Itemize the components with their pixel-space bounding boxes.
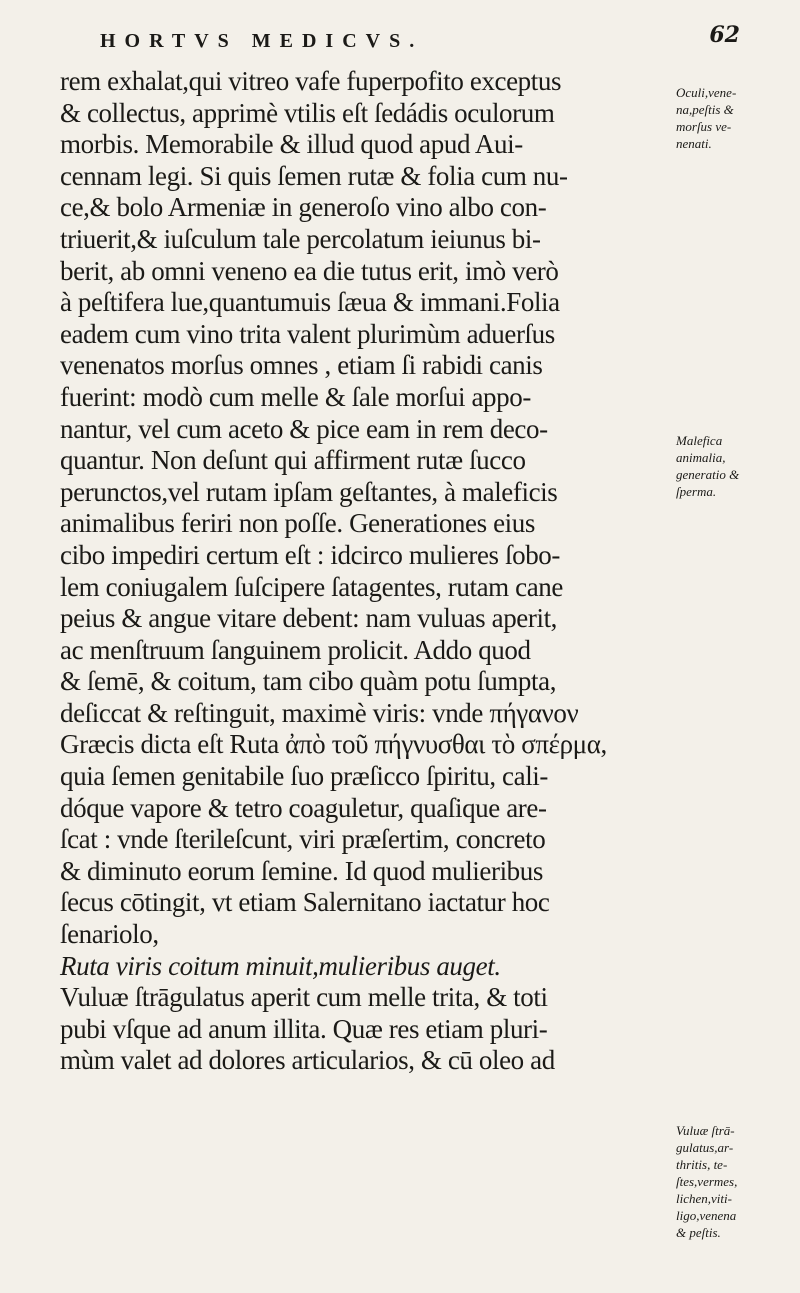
text-line: animalibus feriri non poſſe. Generationes eius (60, 508, 535, 539)
margin-note-line: & peſtis. (676, 1225, 721, 1240)
text-line: pubi vſque ad anum illita. Quæ res etiam pluri- (60, 1013, 548, 1044)
page-header (100, 20, 740, 60)
text-line: deſiccat & reſtinguit, maximè viris: vnde πήγανον (60, 697, 579, 728)
text-line: berit, ab omni veneno ea die tutus erit, imò verò (60, 255, 559, 286)
text-line: perunctos,vel rutam ipſam geſtantes, à maleficis (60, 476, 558, 507)
margin-note-line: gulatus,ar- (676, 1140, 734, 1155)
margin-note-line: ſtes,vermes, (676, 1174, 738, 1189)
text-line: Græcis dicta eſt Ruta ἀπὸ τοῦ πήγνυσθαι τὸ σπέρμα, (60, 729, 607, 760)
margin-note-line: morſus ve- (676, 119, 732, 134)
margin-note-line: generatio & (676, 467, 740, 482)
margin-note-line: animalia, (676, 450, 726, 465)
margin-note (676, 432, 798, 500)
margin-note-line: thritis, te- (676, 1157, 728, 1172)
running-title: HORTVS MEDICVS. (100, 30, 424, 52)
text-line: lem coniugalem ſuſcipere ſatagentes, rutam cane (60, 571, 563, 602)
text-line: mùm valet ad dolores articularios, & cū oleo ad (60, 1045, 555, 1076)
verse-line: Ruta viris coitum minuit,mulieribus auget. (60, 950, 501, 981)
margin-note-line: ſperma. (676, 484, 717, 499)
text-line: morbis. Memorabile & illud quod apud Aui- (60, 129, 523, 160)
text-line: Vuluæ ſtrāgulatus aperit cum melle trita, & toti (60, 982, 548, 1013)
page-number: 62 (709, 22, 740, 48)
text-line: cibo impediri certum eſt : idcirco mulieres ſobo- (60, 539, 560, 570)
text-line: dóque vapore & tetro coaguletur, quaſique are- (60, 792, 547, 823)
margin-note-line: Oculi,vene- (676, 85, 737, 100)
text-line: eadem cum vino trita valent plurimùm aduerſus (60, 318, 555, 349)
text-line: cennam legi. Si quis ſemen rutæ & folia cum nu- (60, 160, 568, 191)
margin-note (676, 1122, 798, 1241)
text-line: ſenariolo, (60, 919, 159, 950)
text-line: & diminuto eorum ſemine. Id quod mulieribus (60, 855, 543, 886)
text-line: venenatos morſus omnes , etiam ſi rabidi canis (60, 350, 543, 381)
text-line: ce,& bolo Armeniæ in generoſo vino albo con- (60, 192, 547, 223)
text-line: peius & angue vitare debent: nam vuluas aperit, (60, 603, 558, 634)
text-line: ſcat : vnde ſterileſcunt, viri præſertim, concreto (60, 824, 546, 855)
margin-note (676, 84, 798, 152)
text-line: quantur. Non deſunt qui affirment rutæ ſucco (60, 445, 526, 476)
text-line: à peſtifera lue,quantumuis ſæua & immani.Folia (60, 287, 560, 318)
margin-note-line: Malefica (676, 433, 723, 448)
margin-note-line: ligo,venena (676, 1208, 737, 1223)
text-line: rem exhalat,qui vitreo vafe fuperpofito exceptus (60, 66, 562, 96)
body-text (60, 66, 640, 1077)
margin-note-line: Vuluæ ſtrā- (676, 1123, 735, 1138)
text-line: ſecus cōtingit, vt etiam Salernitano iactatur hoc (60, 887, 550, 918)
text-line: & collectus, apprimè vtilis eſt ſedádis oculorum (60, 97, 555, 128)
text-line: quia ſemen genitabile ſuo præſicco ſpiritu, cali- (60, 761, 548, 792)
margin-note-line: lichen,viti- (676, 1191, 732, 1206)
text-line: fuerint: modò cum melle & ſale morſui appo- (60, 381, 531, 412)
text-line: ac menſtruum ſanguinem prolicit. Addo quod (60, 634, 531, 665)
text-line: nantur, vel cum aceto & pice eam in rem deco- (60, 413, 548, 444)
margin-note-line: na,peſtis & (676, 102, 734, 117)
margin-note-line: nenati. (676, 136, 712, 151)
text-line: & ſemē, & coitum, tam cibo quàm potu ſumpta, (60, 666, 557, 697)
text-line: triuerit,& iuſculum tale percolatum ieiunus bi- (60, 223, 541, 254)
